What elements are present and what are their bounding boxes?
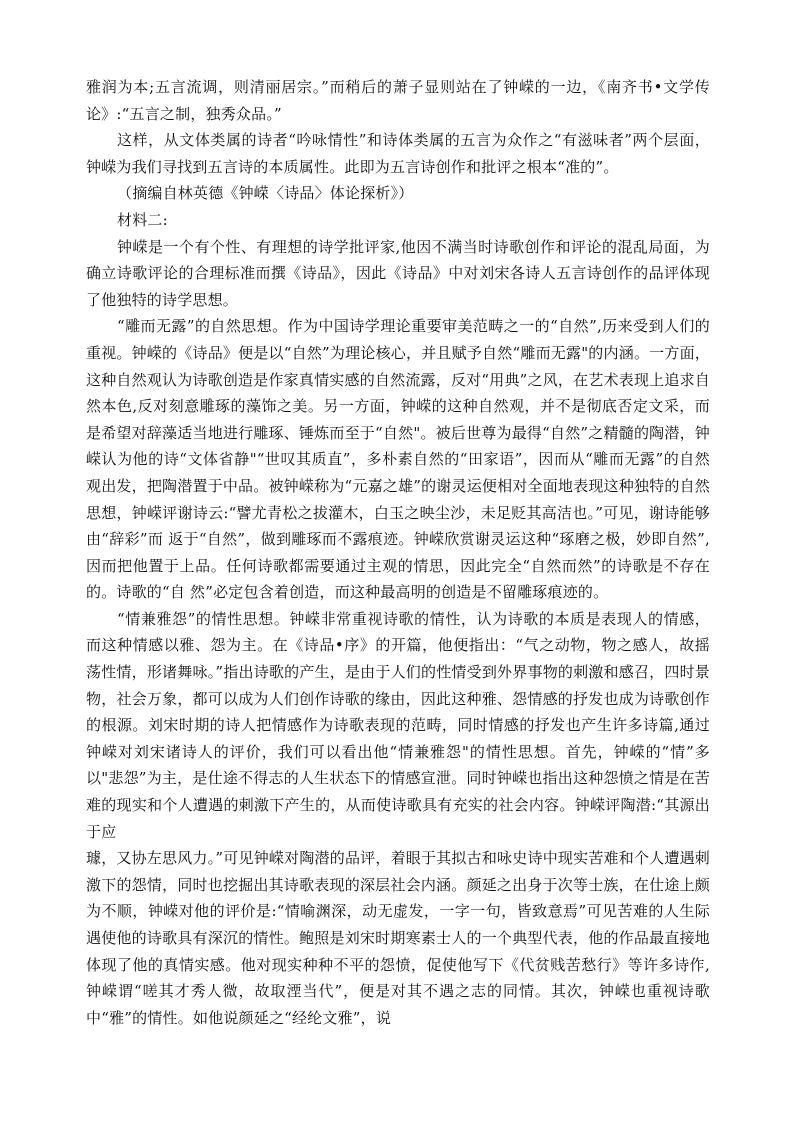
paragraph-summary: 这样，从文体类属的诗者“吟咏情性”和诗体类属的五言为众作之“有滋味者”两个层面，钟嵘为我们寻找到五言诗的本质属性。此即为五言诗创作和批评之根本“准的”。 bbox=[86, 131, 710, 176]
source-citation: （摘编自林英德《钟嵘〈诗品〉体论探析》） bbox=[117, 184, 414, 203]
paragraph-natural-thought: “雕而无露”的自然思想。作为中国诗学理论重要审美范畴之一的“自然”,历来受到人们的重视。钟嵘的《诗品》便是以“自然”为理论核心，并且赋予自然“雕而无露"的内涵。一方面，这种自然观认为诗歌创造是作家真情实感的自然流露，反对“用典”之风，在艺术表现上追求自然本色,反对刻意雕琢的藻饰之美。另一方面，钟嵘的这种自然观，并不是彻底否定文采，而是希望对辞藻适当地进行雕琢、锤炼而至于“自然"。被后世尊为最得“自然”之精髓的陶潜，钟嵘认为他的诗“文体省静"“世叹其质直”，多朴素自然的“田家语”，因而从“雕而无露”的自然观出发，把陶潜置于中品。被钟嵘称为“元嘉之雄”的谢灵运便相对全面地表现这种独特的自然思想，钟嵘评谢诗云:“譬尤青松之拔灌木，白玉之映尘沙，未足贬其高洁也。”可见，谢诗能够由“辞彩”而 返于“自然”，做到雕琢而不露痕迹。钟嵘欣赏谢灵运这种“琢磨之极，妙即自然”,因而把他置于上品。任何诗歌都需要通过主观的情思，因此完全“自然而然”的诗歌是不存在的。诗歌的“自 然”必定包含着创造，而这种最高明的创造是不留雕琢痕迹的。 bbox=[86, 317, 710, 602]
paragraph-continuation: 雅润为本;五言流调，则清丽居宗。”而稍后的萧子显则站在了钟嵘的一边，《南齐书•文学传论》:“五言之制，独秀众品。” bbox=[86, 78, 710, 123]
article-body bbox=[86, 74, 710, 1031]
paragraph-intro: 钟嵘是一个有个性、有理想的诗学批评家,他因不满当时诗歌创作和评论的混乱局面，为确立诗歌评论的合理标准而撰《诗品》，因此《诗品》中对刘宋各诗人五言诗创作的品评体现了他独特的诗学思想。 bbox=[86, 237, 710, 309]
paragraph-emotion-thought: “情兼雅怨”的情性思想。钟嵘非常重视诗歌的情性，认为诗歌的本质是表现人的情感，而这种情感以雅、怨为主。在《诗品•序》的开篇，他便指出：“气之动物，物之感人，故摇荡性情，形诸舞咏。”指出诗歌的产生，是由于人们的性情受到外界事物的刺激和感召，四时景物，社会万象，都可以成为人们创作诗歌的缘由，因此这种雅、怨情感的抒发也成为诗歌创作的根源。刘宋时期的诗人把情感作为诗歌表现的范畴，同时情感的抒发也产生许多诗篇,通过钟嵘对刘宋诸诗人的评价，我们可以看出他“情兼雅怨"的情性思想。首先，钟嵘的“情”多以"悲怨”为主，是仕途不得志的人生状态下的情感宣泄。同时钟嵘也指出这种怨愤之情是在苦难的现实和个人遭遇的刺激下产生的，从而使诗歌具有充实的社会内容。钟嵘评陶潜:“其源出于应 bbox=[86, 609, 710, 841]
paragraph-emotion-continuation: 璩，又协左思风力。”可见钟嵘对陶潜的品评，着眼于其拟古和咏史诗中现实苦难和个人遭遇刺激下的怨情，同时也挖掘出其诗歌表现的深层社会内涵。颜延之出身于次等士族，在仕途上颇为不顺，钟嵘对他的评价是:“情喻渊深，动无虚发，一字一句，皆致意焉”可见苦难的人生际遇使他的诗歌具有深沉的情性。鲍照是刘宋时期寒素士人的一个典型代表，他的作品最直接地体现了他的真情实感。他对现实种种不平的怨愤，促使他写下《代贫贱苦愁行》等许多诗作,钟嵘谓“嗟其才秀人微，故取湮当代”，便是对其不遇之志的同情。其次，钟嵘也重视诗歌中“雅”的情性。如他说颜延之“经纶文雅”，说 bbox=[86, 849, 710, 1027]
material-two-heading: 材料二: bbox=[117, 210, 168, 229]
